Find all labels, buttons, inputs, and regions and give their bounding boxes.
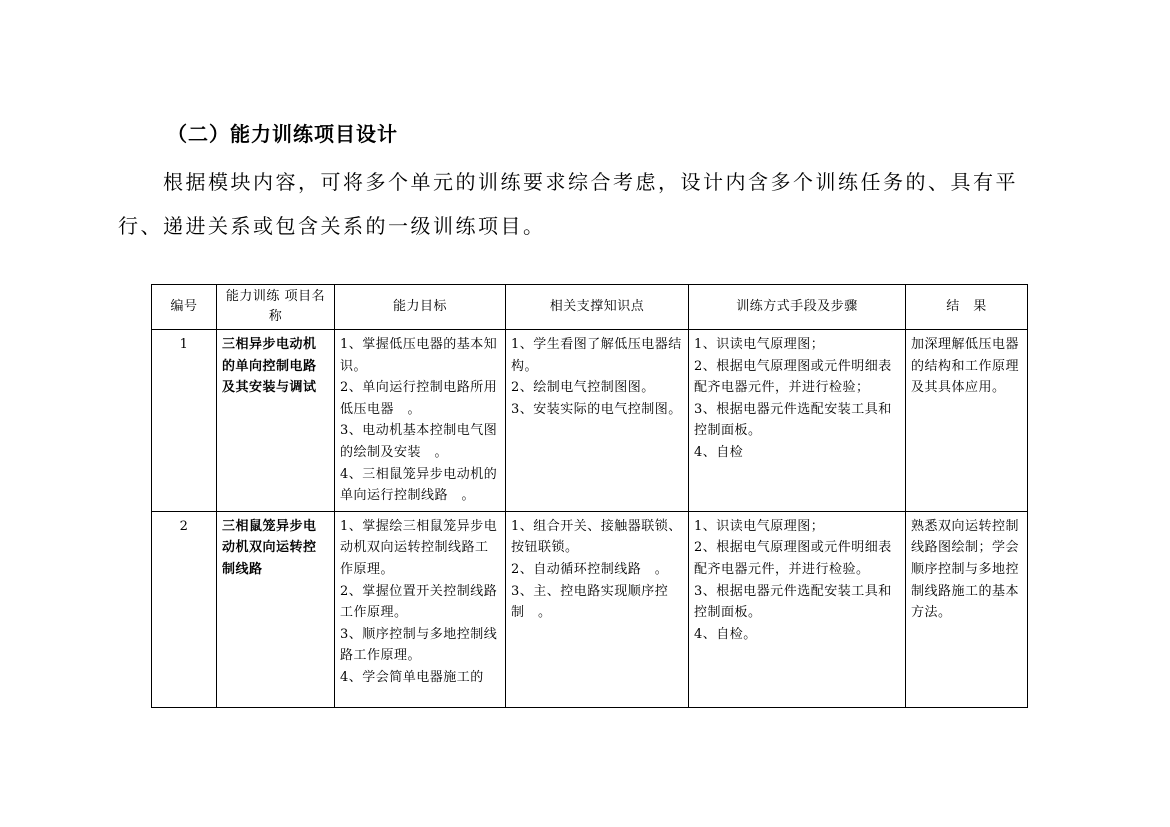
step-item: 2、根据电气原理图或元件明细表配齐电器元件，并进行检验。 [694, 540, 892, 577]
row-result: 熟悉双向运转控制线路图绘制；学会顺序控制与多地控制线路施工的基本方法。 [906, 511, 1028, 707]
step-item: 1、识读电气原理图； [694, 518, 825, 534]
row-result: 加深理解低压电器的结构和工作原理及其具体应用。 [906, 330, 1028, 512]
row-knowledge [506, 511, 689, 707]
goal-item: 3、电动机基本控制电气图的绘制及安装 。 [340, 423, 498, 460]
header-project-name-line2: 项目名称 [268, 289, 326, 324]
header-knowledge: 相关支撑知识点 [506, 285, 689, 330]
row-number: 2 [152, 511, 217, 707]
row-knowledge [506, 330, 689, 512]
row-project-name: 三相异步电动机的单向控制电路及其安装与调试 [217, 330, 335, 512]
knowledge-item: 3、安装实际的电气控制图。 [511, 401, 682, 417]
goal-item: 4、三相鼠笼异步电动机的单向运行控制线路 。 [340, 466, 498, 504]
goal-item: 4、学会简单电器施工的 [340, 669, 484, 685]
step-item: 2、根据电气原理图或元件明细表配齐电器元件，并进行检验； [694, 358, 892, 396]
table-header-row [152, 285, 1028, 330]
step-item: 3、根据电器元件选配安装工具和控制面板。 [694, 401, 892, 439]
header-number: 编号 [152, 285, 217, 330]
step-item: 3、根据电器元件选配安装工具和控制面板。 [694, 583, 892, 621]
row-goals [335, 330, 506, 512]
row-steps [689, 330, 906, 512]
row-project-name: 三相鼠笼异步电动机双向运转控制线路 [217, 511, 335, 707]
knowledge-item: 2、自动循环控制线路 。 [511, 561, 669, 577]
row-goals [335, 511, 506, 707]
step-item: 4、自检 [694, 444, 744, 460]
goal-item: 1、掌握绘三相鼠笼异步电动机双向运转控制线路工作原理。 [340, 518, 498, 577]
knowledge-item: 1、组合开关、接触器联锁、按钮联锁。 [511, 518, 682, 556]
row-steps [689, 511, 906, 707]
knowledge-item: 1、学生看图了解低压电器结构。 [511, 337, 682, 374]
knowledge-item: 2、绘制电气控制图图。 [511, 380, 655, 396]
header-ability-goal: 能力目标 [335, 285, 506, 330]
header-method-steps: 训练方式手段及步骤 [689, 285, 906, 330]
header-project-name-line1: 能力训练 [225, 289, 280, 304]
goal-item: 3、顺序控制与多地控制线路工作原理。 [340, 626, 498, 664]
goal-item: 工作原理。 [340, 605, 408, 621]
training-project-table [151, 284, 1028, 708]
header-project-name [217, 285, 335, 330]
step-item: 1、识读电气原理图； [694, 337, 825, 352]
table-row [152, 330, 1028, 512]
table-row [152, 511, 1028, 707]
goal-item: 2、掌握位置开关控制线路 [340, 583, 498, 599]
header-result: 结 果 [906, 285, 1028, 330]
goal-item: 2、单向运行控制电路所用低压电器 。 [340, 380, 498, 417]
intro-paragraph: 根据模块内容，可将多个单元的训练要求综合考虑，设计内含多个训练任务的、具有平行、递进关系或包含关系的一级训练项目。 [118, 170, 1018, 238]
section-title: （二）能力训练项目设计 [167, 122, 398, 146]
goal-item: 1、掌握低压电器的基本知识。 [340, 337, 498, 374]
step-item: 4、自检。 [694, 626, 757, 642]
knowledge-item: 3、主、控电路实现顺序控制 。 [511, 583, 669, 621]
row-number: 1 [152, 330, 217, 512]
